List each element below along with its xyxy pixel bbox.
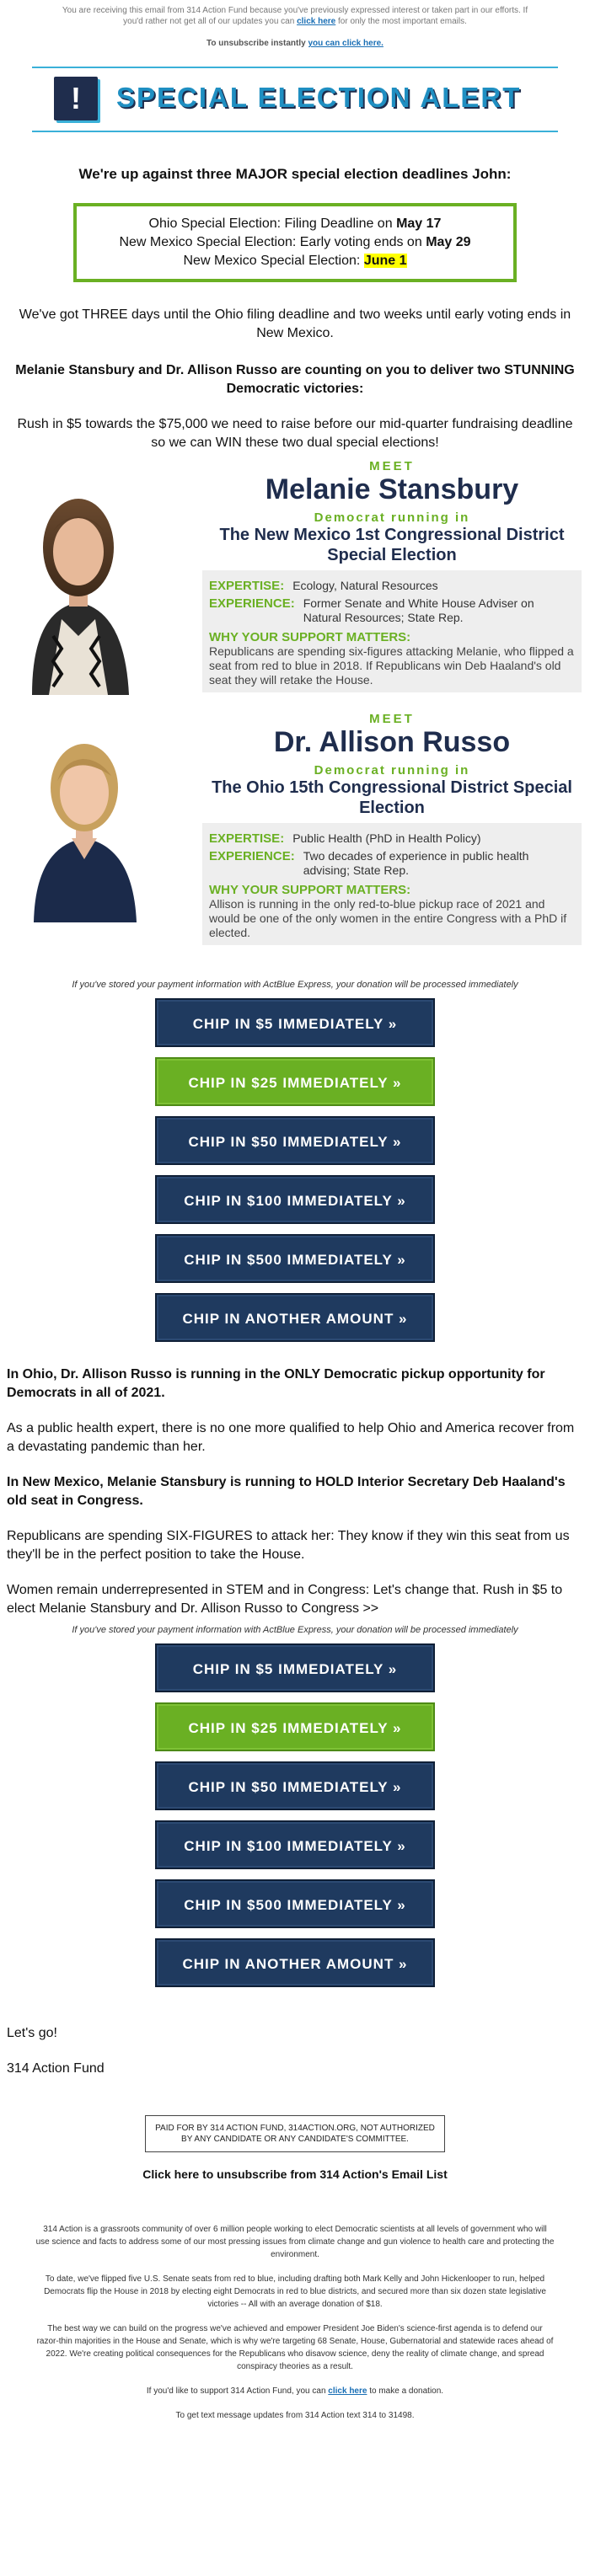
alert-icon: ! [54,77,98,120]
body-paragraph-expert: As a public health expert, there is no one more qualified to help Ohio and America recover from a devastating pandemic than her. [7,1421,575,1454]
portrait-image [25,720,143,922]
rush-in-link[interactable]: Rush in $5 towards the $75,000 we need to raise before our mid-quarter fundraising deadline so we can WIN these two dual special elections! [17,417,573,450]
chip-in-5-button[interactable]: CHIP IN $5 IMMEDIATELY » [155,998,435,1047]
footer-progress: The best way we can build on the progress we've achieved and empower President Joe Biden's science-first agenda is to defend our razor-thin majorities in the House and Senate, which is why we're targeting 68 Senate, House, Gubernatorial and statewide races ahead of 2022. We're creating political consequences for the Republicans who disavow science, deny the reality of climate change, and spread conspiracy theories as a result. [36,2324,554,2371]
closing-signature: 314 Action Fund [7,2061,105,2076]
footer-support: If you'd like to support 314 Action Fund, you can click here to make a donation. [146,2386,444,2396]
footer-donate-link[interactable]: click here [328,2386,367,2396]
banner-title: SPECIAL ELECTION ALERT [116,82,522,113]
meet-label: MEET [369,459,415,473]
candidate-subtitle: Democrat running in [314,763,470,778]
footer-about: 314 Action is a grassroots community of over 6 million people working to elect Democratic scientists at all levels of government who will use science and facts to address some of our most pressing issues from climate change and gun violence to health care and protecting the environment. [35,2225,555,2259]
counting-paragraph: Melanie Stansbury and Dr. Allison Russo are counting on you to deliver two STUNNING Democratic victories: [15,363,575,396]
unsubscribe-top-text: To unsubscribe instantly [206,39,306,48]
unsubscribe-top [0,39,590,48]
chip-in-500-button[interactable]: CHIP IN $500 IMMEDIATELY » [155,1879,435,1928]
preheader-text: You are receiving this email from 314 Action Fund because you've previously expressed interest or taken part in our efforts. If you'd rather not get all of our updates you can [62,6,528,26]
chip-in-100-button[interactable]: CHIP IN $100 IMMEDIATELY » [155,1820,435,1869]
body-paragraph-republicans: Republicans are spending SIX-FIGURES to attack her: They know if they win this seat from us they'll be in the perfect position to take the House. [7,1529,570,1562]
expertise-row: EXPERTISE: Public Health (PhD in Health Policy) [209,831,481,846]
candidate-info-stansbury [202,459,582,692]
experience-row: EXPERIENCE: Two decades of experience in public health advising; State Rep. [209,849,529,877]
chip-in-other-button[interactable]: CHIP IN ANOTHER AMOUNT » [155,1293,435,1342]
chip-in-5-button[interactable]: CHIP IN $5 IMMEDIATELY » [155,1643,435,1692]
deadline-row: New Mexico Special Election: June 1 [183,254,407,268]
deadline-row: Ohio Special Election: Filing Deadline on May 17 [148,216,442,231]
expertise-row: EXPERTISE: Ecology, Natural Resources [209,579,438,593]
lead-heading: We're up against three MAJOR special election deadlines John: [78,166,512,182]
candidate-info-russo [202,712,582,945]
candidate-photo-stansbury [15,468,142,695]
candidate-name: Melanie Stansbury [265,473,519,505]
preheader-click-here-link[interactable]: click here [297,17,336,26]
women-stem-link[interactable]: Women remain underrepresented in STEM and in Congress: Let's change that. Rush in $5 to elect Melanie Stansbury and Dr. Allison Russo to Congress >> [7,1583,563,1616]
intro-paragraph: We've got THREE days until the Ohio filing deadline and two weeks until early voting ends in New Mexico. [19,307,571,340]
why-text: Allison is running in the only red-to-blue pickup race of 2021 and would be one of the only women in the entire Congress with a PhD if elected. [209,897,567,939]
chip-in-50-button[interactable]: CHIP IN $50 IMMEDIATELY » [155,1116,435,1165]
footer-record: To date, we've flipped five U.S. Senate seats from red to blue, including drafting both Mark Kelly and John Hickenlooper to run, helped Democrats flip the House in 2018 by electing eight Democrats in red to blue districts, and secured more than six dozen state legislative victories -- All with an average donation of $18. [44,2274,546,2309]
why-label: WHY YOUR SUPPORT MATTERS: [209,883,411,897]
chip-in-500-button[interactable]: CHIP IN $500 IMMEDIATELY » [155,1234,435,1283]
chip-in-50-button[interactable]: CHIP IN $50 IMMEDIATELY » [155,1761,435,1810]
candidate-stansbury [0,459,590,712]
portrait-image [15,468,142,695]
candidate-district: The Ohio 15th Congressional District Special Election [212,778,572,817]
meet-label: MEET [369,712,415,726]
candidate-photo-russo [25,720,143,922]
chip-in-other-button[interactable]: CHIP IN ANOTHER AMOUNT » [155,1938,435,1987]
footer-text-updates: To get text message updates from 314 Action text 314 to 31498. [175,2411,415,2420]
body-paragraph-ohio: In Ohio, Dr. Allison Russo is running in the ONLY Democratic pickup opportunity for Democrats in all of 2021. [7,1367,545,1400]
actblue-disclaimer: If you've stored your payment information with ActBlue Express, your donation will be processed immediately [72,980,518,990]
candidate-info-box [202,570,582,692]
paid-for-box: PAID FOR BY 314 ACTION FUND, 314ACTION.ORG, NOT AUTHORIZED BY ANY CANDIDATE OR ANY CANDIDATE'S COMMITTEE. [145,2115,445,2152]
preheader-text-after: for only the most important emails. [338,17,467,26]
deadline-date: May 29 [426,235,471,249]
why-text: Republicans are spending six-figures attacking Melanie, who flipped a seat from red to blue in 2018. If Republicans win Deb Haaland's old seat they will retake the House. [209,644,574,687]
deadline-box [73,203,517,282]
chip-in-25-button[interactable]: CHIP IN $25 IMMEDIATELY » [155,1057,435,1106]
body-paragraph-newmexico: In New Mexico, Melanie Stansbury is running to HOLD Interior Secretary Deb Haaland's old seat in Congress. [7,1475,566,1508]
candidate-info-box [202,823,582,945]
deadline-row: New Mexico Special Election: Early voting ends on May 29 [119,235,471,249]
why-label: WHY YOUR SUPPORT MATTERS: [209,630,411,644]
candidate-subtitle: Democrat running in [314,510,470,525]
experience-row: EXPERIENCE: Former Senate and White House Adviser on Natural Resources; State Rep. [209,596,534,624]
deadline-date-highlight: June 1 [363,254,407,268]
candidate-name: Dr. Allison Russo [273,726,511,758]
candidate-russo [0,712,590,973]
candidate-district: The New Mexico 1st Congressional District Special Election [219,526,565,564]
chip-in-25-button[interactable]: CHIP IN $25 IMMEDIATELY » [155,1702,435,1751]
unsubscribe-top-link[interactable]: you can click here. [308,39,384,48]
actblue-disclaimer: If you've stored your payment information with ActBlue Express, your donation will be processed immediately [72,1625,518,1635]
preheader [0,0,590,27]
closing-line: Let's go! [7,2026,57,2040]
alert-banner [32,67,558,132]
chip-in-100-button[interactable]: CHIP IN $100 IMMEDIATELY » [155,1175,435,1224]
unsubscribe-bottom-link[interactable]: Click here to unsubscribe from 314 Action's Email List [142,2167,448,2181]
deadline-date: May 17 [396,216,442,231]
